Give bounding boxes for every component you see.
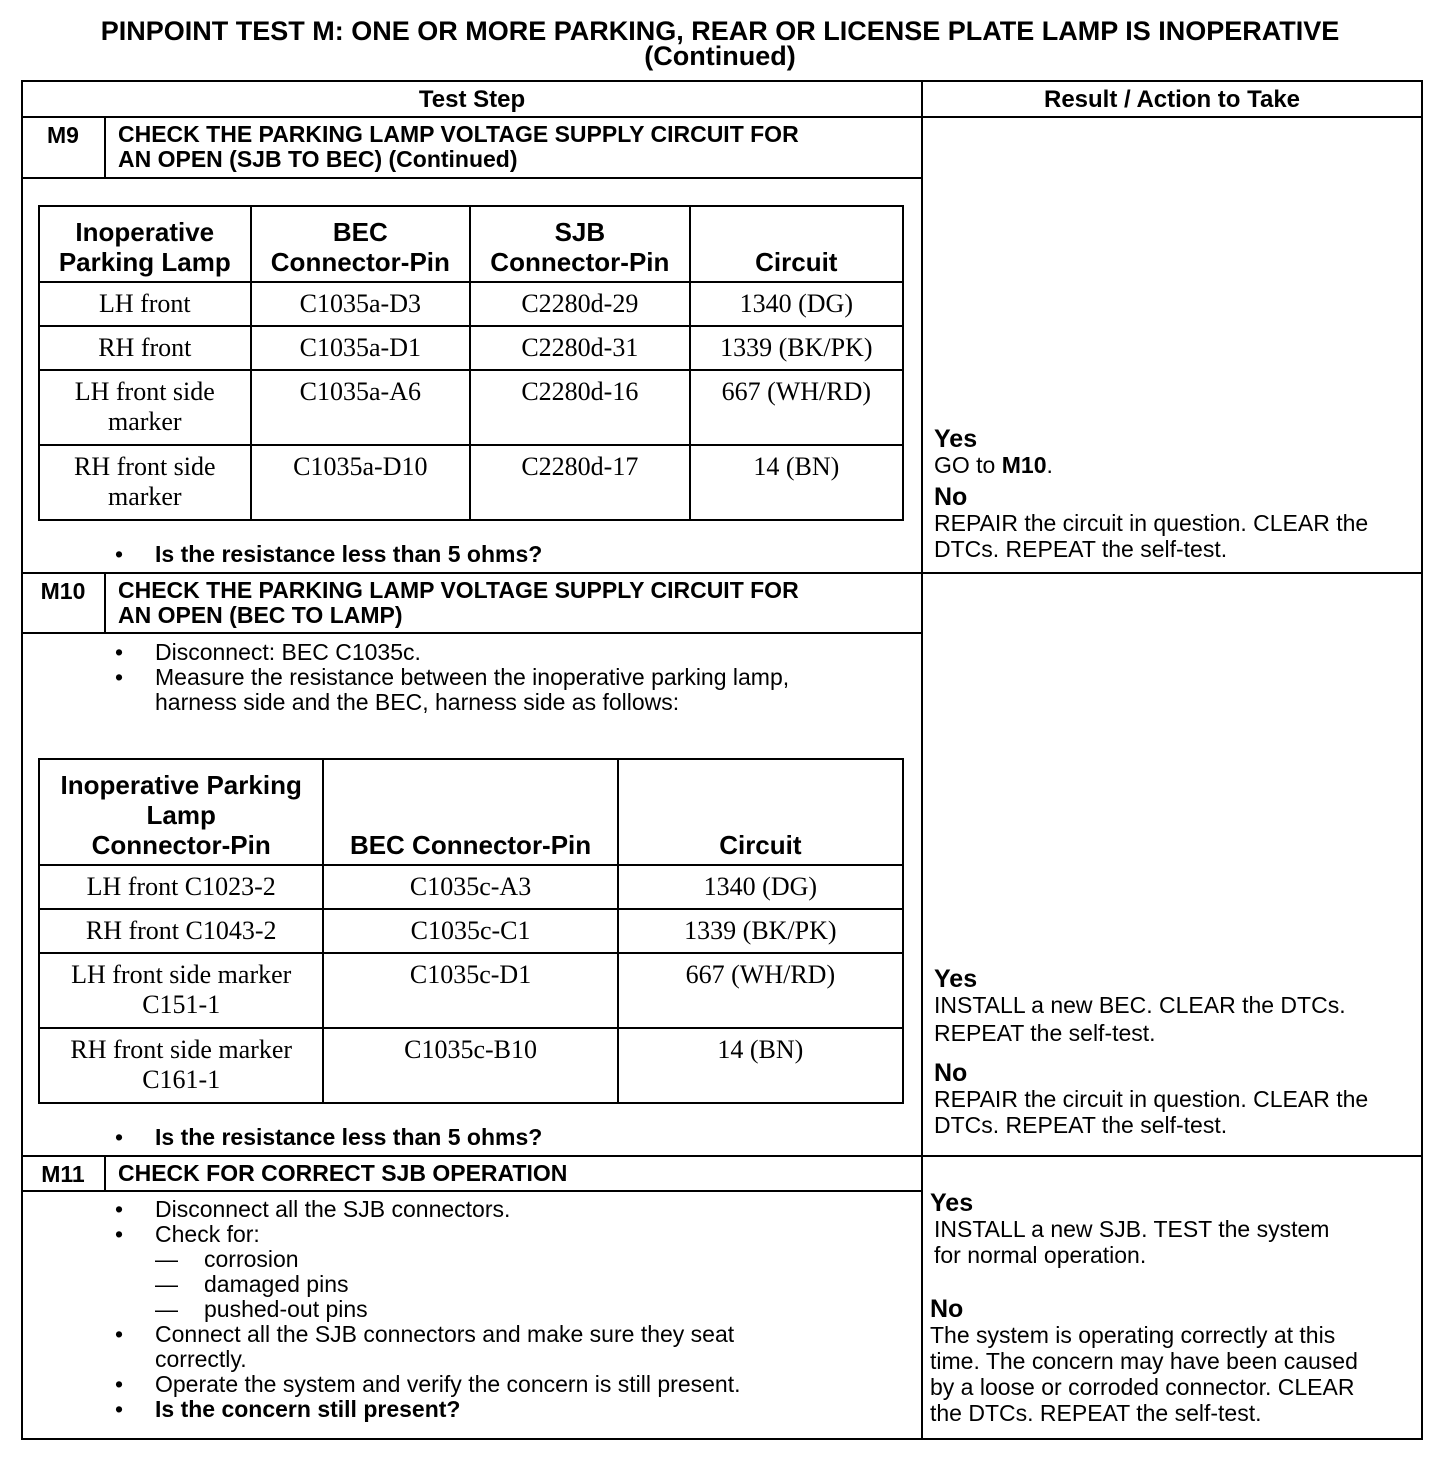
dash-icon: —	[155, 1271, 178, 1297]
dash-icon: —	[155, 1296, 178, 1322]
table-cell: C2280d-16	[470, 370, 690, 445]
table-row	[39, 1028, 903, 1103]
table-row	[39, 282, 903, 326]
table-cell: RH front C1043-2	[39, 909, 323, 953]
m11-no-text-line2: time. The concern may have been caused	[930, 1348, 1358, 1374]
step-title-m9-line2: AN OPEN (SJB TO BEC) (Continued)	[118, 146, 518, 172]
m9-yes-label: Yes	[934, 425, 978, 453]
m11-bullet-4: Operate the system and verify the concern is still present.	[155, 1371, 741, 1397]
table-cell: C2280d-17	[470, 445, 690, 520]
page-title: PINPOINT TEST M: ONE OR MORE PARKING, REAR OR LICENSE PLATE LAMP IS INOPERATIVE	[100, 16, 1340, 46]
table-cell: RH front	[39, 326, 251, 370]
m11-bullet-2: Check for:	[155, 1221, 260, 1247]
table-cell: LH front	[39, 282, 251, 326]
m10-col-header-lamp: Inoperative Parking Lamp Connector-Pin	[39, 759, 323, 865]
page-subtitle: (Continued)	[644, 41, 796, 71]
bullet-icon: •	[115, 1196, 124, 1222]
table-cell: 14 (BN)	[618, 1028, 903, 1103]
table-row	[39, 326, 903, 370]
table-cell: C1035c-C1	[323, 909, 617, 953]
table-cell: C1035a-D10	[251, 445, 471, 520]
table-cell: 667 (WH/RD)	[690, 370, 903, 445]
m10-yes-text-line1: INSTALL a new BEC. CLEAR the DTCs.	[934, 992, 1346, 1018]
m10-no-label: No	[934, 1059, 968, 1087]
table-cell: 1340 (DG)	[618, 865, 903, 909]
m10-yes-text-line2: REPEAT the self-test.	[934, 1020, 1156, 1046]
step-title-m9-line1: CHECK THE PARKING LAMP VOLTAGE SUPPLY CIRCUIT FOR	[118, 121, 799, 147]
m9-table-header-row	[39, 206, 903, 282]
table-row	[39, 865, 903, 909]
m11-no-text-line3: by a loose or corroded connector. CLEAR	[930, 1374, 1355, 1400]
table-cell: 1339 (BK/PK)	[690, 326, 903, 370]
table-cell: RH front side marker C161-1	[39, 1028, 323, 1103]
table-cell: C1035a-D3	[251, 282, 471, 326]
m9-no-text-line2: DTCs. REPEAT the self-test.	[934, 536, 1228, 562]
m10-no-text-line2: DTCs. REPEAT the self-test.	[934, 1112, 1228, 1138]
table-cell: C1035c-B10	[323, 1028, 617, 1103]
table-cell: LH front side marker	[39, 370, 251, 445]
bullet-icon: •	[115, 541, 124, 567]
m10-bullet-1: Disconnect: BEC C1035c.	[155, 639, 421, 665]
m11-yes-text-line1: INSTALL a new SJB. TEST the system	[934, 1216, 1330, 1242]
bullet-icon: •	[115, 639, 124, 665]
step-title-m11: CHECK FOR CORRECT SJB OPERATION	[118, 1160, 568, 1186]
step-title-m10-line1: CHECK THE PARKING LAMP VOLTAGE SUPPLY CIRCUIT FOR	[118, 577, 799, 603]
m11-no-text-line1: The system is operating correctly at this	[930, 1322, 1336, 1348]
table-cell: 667 (WH/RD)	[618, 953, 903, 1028]
dash-icon: —	[155, 1246, 178, 1272]
step-id-m11: M11	[41, 1161, 85, 1187]
table-cell: RH front side marker	[39, 445, 251, 520]
step-title-m10-line2: AN OPEN (BEC TO LAMP)	[118, 602, 403, 628]
m11-sub-2: damaged pins	[204, 1271, 349, 1297]
m11-question: Is the concern still present?	[155, 1396, 461, 1422]
table-cell: 1340 (DG)	[690, 282, 903, 326]
m10-bullet-2-cont: harness side and the BEC, harness side as follows:	[155, 689, 680, 715]
m11-sub-1: corrosion	[204, 1246, 299, 1272]
m9-result	[934, 426, 1368, 562]
m9-col-header-lamp: Inoperative Parking Lamp	[39, 206, 251, 282]
table-cell: C1035a-D1	[251, 326, 471, 370]
m9-no-text-line1: REPAIR the circuit in question. CLEAR the	[934, 510, 1369, 536]
bullet-icon: •	[115, 1396, 124, 1422]
m10-no-text-line1: REPAIR the circuit in question. CLEAR the	[934, 1086, 1369, 1112]
m11-bullet-3-cont: correctly.	[155, 1346, 247, 1372]
m11-sub-3: pushed-out pins	[204, 1296, 368, 1322]
m10-col-header-circuit: Circuit	[618, 759, 903, 865]
m11-result	[930, 1190, 1358, 1426]
m9-yes-text: GO to M10.	[934, 452, 1053, 478]
table-cell: LH front C1023-2	[39, 865, 323, 909]
m10-result	[934, 966, 1368, 1138]
bullet-icon: •	[115, 1371, 124, 1397]
table-cell: LH front side marker C151-1	[39, 953, 323, 1028]
table-cell: C2280d-29	[470, 282, 690, 326]
m10-col-header-bec: BEC Connector-Pin	[323, 759, 617, 865]
bullet-icon: •	[115, 664, 124, 690]
bullet-icon: •	[115, 1124, 124, 1150]
header-test-step: Test Step	[418, 86, 526, 113]
m11-bullet-3: Connect all the SJB connectors and make sure they seat	[155, 1321, 735, 1347]
m11-bullet-1: Disconnect all the SJB connectors.	[155, 1196, 511, 1222]
m10-question: Is the resistance less than 5 ohms?	[155, 1124, 543, 1150]
m11-yes-label: Yes	[930, 1189, 974, 1217]
bullet-icon: •	[115, 1321, 124, 1347]
table-row	[39, 370, 903, 445]
table-cell: 1339 (BK/PK)	[618, 909, 903, 953]
m9-connector-table	[38, 205, 904, 521]
m10-table-header-row	[39, 759, 903, 865]
m9-col-header-sjb: SJB Connector-Pin	[470, 206, 690, 282]
m9-col-header-bec: BEC Connector-Pin	[251, 206, 471, 282]
step-id-m10: M10	[40, 578, 86, 604]
bullet-icon: •	[115, 1221, 124, 1247]
header-result: Result / Action to Take	[1043, 86, 1301, 113]
m11-yes-text-line2: for normal operation.	[934, 1242, 1147, 1268]
m11-no-label: No	[930, 1295, 964, 1323]
m10-bullet-2: Measure the resistance between the inoperative parking lamp,	[155, 664, 790, 690]
table-row	[39, 909, 903, 953]
table-row	[39, 445, 903, 520]
table-cell: 14 (BN)	[690, 445, 903, 520]
m9-no-label: No	[934, 483, 968, 511]
table-cell: C1035a-A6	[251, 370, 471, 445]
m10-yes-label: Yes	[934, 965, 978, 993]
step-id-m9: M9	[47, 122, 79, 148]
table-cell: C2280d-31	[470, 326, 690, 370]
m9-question: Is the resistance less than 5 ohms?	[155, 541, 543, 567]
table-cell: C1035c-A3	[323, 865, 617, 909]
m11-no-text-line4: the DTCs. REPEAT the self-test.	[930, 1400, 1262, 1426]
table-cell: C1035c-D1	[323, 953, 617, 1028]
table-row	[39, 953, 903, 1028]
m9-col-header-circuit: Circuit	[690, 206, 903, 282]
m10-connector-table	[38, 758, 904, 1104]
